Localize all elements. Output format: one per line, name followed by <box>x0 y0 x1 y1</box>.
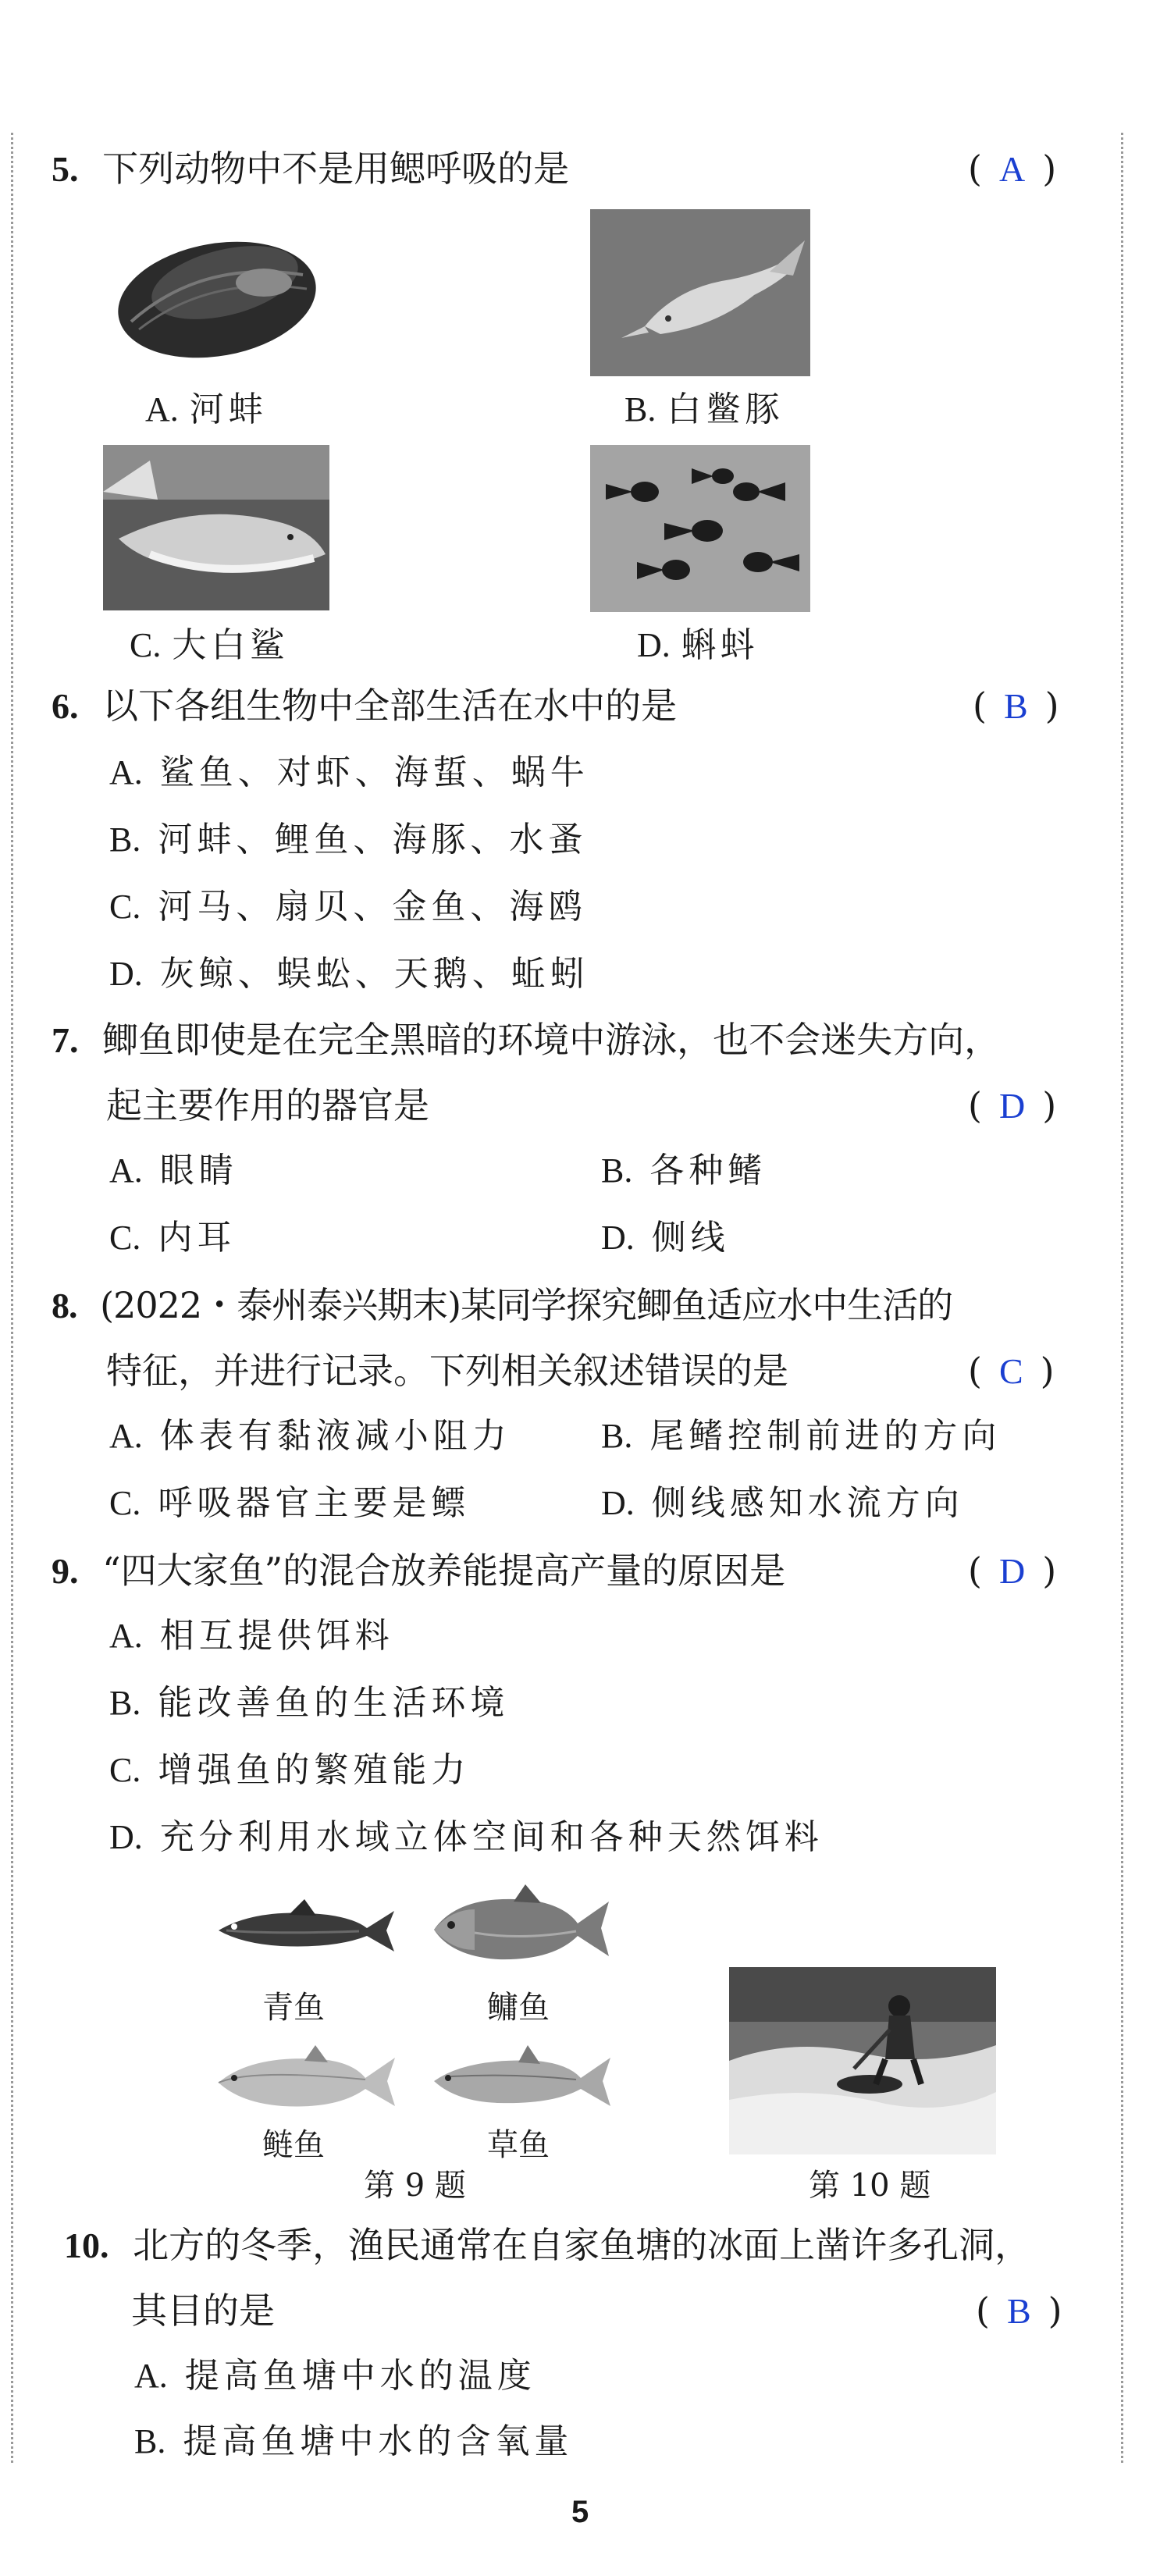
answer-5: ( A ) <box>968 148 1057 190</box>
silver-carp-image <box>212 2037 398 2119</box>
option-8d: D. 侧线感知水流方向 <box>601 1483 964 1523</box>
ice-fishing-image <box>729 1967 996 2154</box>
question-7: 7. 鲫鱼即使是在完全黑暗的环境中游泳，也不会迷失方向， <box>52 1019 1001 1061</box>
option-9d: D. 充分利用水域立体空间和各种天然饵料 <box>109 1817 824 1857</box>
answer-6: ( B ) <box>973 685 1059 727</box>
mussel-image <box>108 228 325 365</box>
grass-carp-image <box>428 2037 614 2119</box>
option-10b: B. 提高鱼塘中水的含氧量 <box>134 2421 574 2461</box>
left-dotted-border <box>11 133 13 2463</box>
option-6a: A. 鲨鱼、对虾、海蜇、蜗牛 <box>109 753 589 792</box>
question-7-line2: 起主要作用的器官是 <box>106 1084 429 1126</box>
option-7a: A. 眼睛 <box>109 1151 238 1190</box>
answer-9: ( D ) <box>968 1550 1057 1592</box>
fish-label-qingyu: 青鱼 <box>262 1990 325 2026</box>
caption-d: D. 蝌蚪 <box>637 625 760 665</box>
question-number: 5. <box>52 149 79 189</box>
caption-b: B. 白鳖豚 <box>624 390 785 429</box>
option-7b: B. 各种鳍 <box>601 1151 767 1190</box>
page-number: 5 <box>571 2495 589 2529</box>
question-8-line2: 特征，并进行记录。下列相关叙述错误的是 <box>106 1350 788 1392</box>
option-10a: A. 提高鱼塘中水的温度 <box>134 2356 536 2396</box>
question-10: 10. 北方的冬季，渔民通常在自家鱼塘的冰面上凿许多孔洞， <box>64 2224 1031 2266</box>
shark-image <box>103 445 329 610</box>
tadpole-image <box>590 445 810 612</box>
question-6: 6. 以下各组生物中全部生活在水中的是 <box>52 685 678 727</box>
question-8: 8. (2022・泰州泰兴期末)某同学探究鲫鱼适应水中生活的 <box>52 1284 953 1326</box>
question-text: 下列动物中不是用鳃呼吸的是 <box>102 148 570 190</box>
answer-7: ( D ) <box>968 1084 1057 1126</box>
question-5 <box>52 145 569 193</box>
black-carp-image <box>211 1888 398 1966</box>
answer-10: ( B ) <box>976 2290 1062 2332</box>
figure-caption-10: 第 10 题 <box>809 2168 931 2204</box>
answer-8: ( C ) <box>968 1350 1055 1392</box>
fish-label-caoyu: 草鱼 <box>487 2127 550 2163</box>
question-10-line2: 其目的是 <box>131 2290 275 2332</box>
right-dotted-border <box>1121 133 1123 2463</box>
option-9c: C. 增强鱼的繁殖能力 <box>109 1750 471 1790</box>
option-8a: A. 体表有黏液减小阻力 <box>109 1416 511 1456</box>
caption-a: A. 河蚌 <box>145 390 268 429</box>
option-9b: B. 能改善鱼的生活环境 <box>109 1683 510 1723</box>
baiji-image <box>590 209 810 376</box>
option-8b: B. 尾鳍控制前进的方向 <box>601 1416 1002 1456</box>
option-6c: C. 河马、扇贝、金鱼、海鸥 <box>109 887 588 927</box>
option-8c: C. 呼吸器官主要是鳔 <box>109 1483 471 1523</box>
fish-label-yongyu: 鳙鱼 <box>487 1990 550 2026</box>
fish-label-lianyu: 鲢鱼 <box>262 2127 325 2163</box>
answer-letter: A <box>998 149 1026 189</box>
option-6b: B. 河蚌、鲤鱼、海豚、水蚤 <box>109 820 588 859</box>
option-9a: A. 相互提供饵料 <box>109 1616 394 1656</box>
option-6d: D. 灰鲸、蜈蚣、天鹅、蚯蚓 <box>109 954 589 994</box>
option-7c: C. 内耳 <box>109 1218 237 1258</box>
caption-c: C. 大白鲨 <box>130 625 290 665</box>
figure-caption-9: 第 9 题 <box>364 2168 466 2204</box>
question-9: 9. “四大家鱼”的混合放养能提高产量的原因是 <box>52 1550 786 1592</box>
option-7d: D. 侧线 <box>601 1218 730 1258</box>
bighead-carp-image <box>428 1878 612 1975</box>
